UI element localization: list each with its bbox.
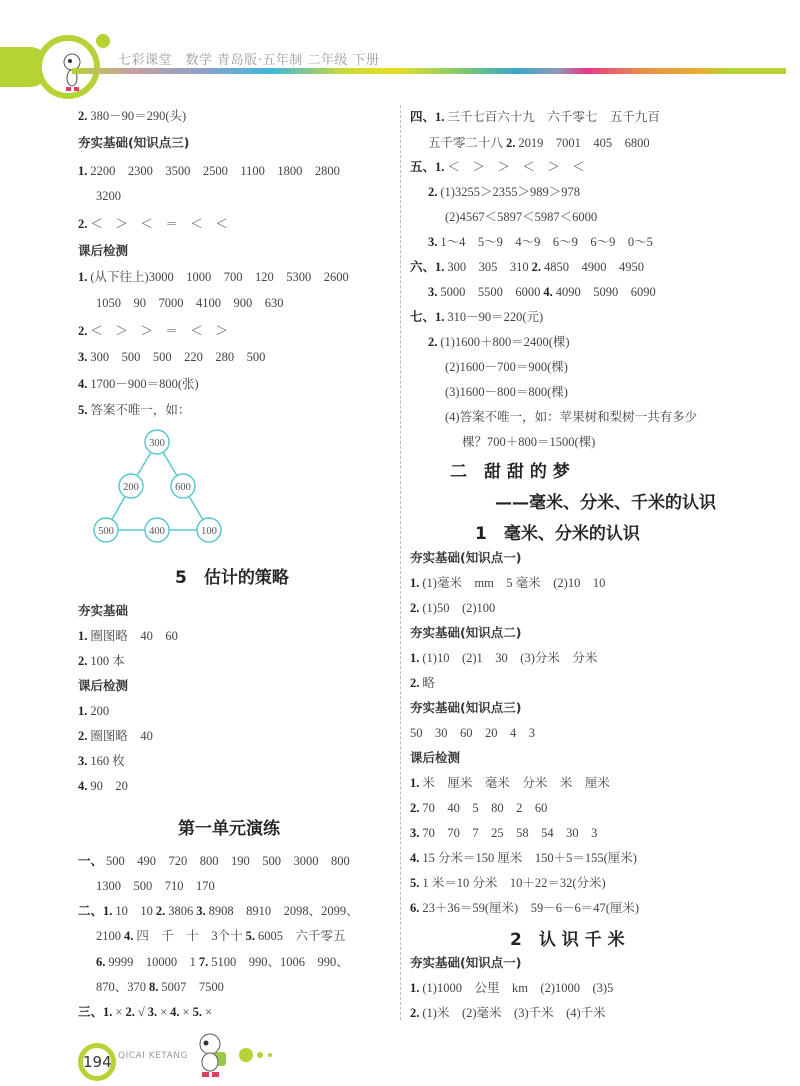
answer-text: 90 20 (90, 779, 128, 793)
answer-line (410, 109, 663, 125)
title-text: ——毫米、分米、千米的认识 (495, 493, 716, 513)
answer-text: (3)1600－800＝800(棵) (445, 385, 568, 399)
question-number: 2. (78, 109, 88, 123)
answer-text: 5000 5500 6000 (440, 285, 541, 299)
question-number: 六、1. (410, 260, 445, 274)
section-heading (410, 750, 460, 766)
question-number: 3. (196, 904, 206, 918)
header-logo (0, 30, 120, 100)
answer-text: 870、370 (96, 980, 147, 994)
answer-line (410, 725, 538, 741)
answer-line (410, 675, 438, 691)
question-number: 4. (543, 285, 553, 299)
question-number: 三、1. (78, 1005, 113, 1019)
answer-text: (从下往上)3000 1000 700 120 5300 2600 (90, 270, 349, 284)
answer-text: 米 厘米 毫米 分米 米 厘米 (422, 776, 610, 790)
answer-text: 380－90＝290(头) (90, 109, 187, 123)
heading-text: 课后检测 (78, 678, 129, 693)
answer-line (445, 209, 600, 225)
answer-text: 3806 (168, 904, 194, 918)
question-number: 1. (410, 981, 420, 995)
answer-text: × (182, 1005, 190, 1019)
question-number: 2. (410, 1006, 420, 1020)
answer-text: 500 490 720 800 190 500 3000 800 (106, 854, 350, 868)
answer-line (410, 1005, 609, 1021)
title-text: 二 甜 甜 的 梦 (450, 462, 570, 482)
question-number: 2. (531, 260, 542, 274)
answer-text: 1～4 5～9 4～9 6～9 6～9 0～5 (440, 235, 653, 249)
answer-line (96, 928, 349, 944)
answer-line (78, 853, 353, 869)
heading-text: 夯实基础 (78, 603, 129, 618)
answer-line (78, 628, 181, 644)
section-title (495, 488, 716, 513)
question-number: 2. (428, 335, 438, 349)
answer-line (410, 980, 616, 996)
answer-text: (1)毫米 mm 5 毫米 (2)10 10 (422, 576, 606, 590)
question-number: 6. (410, 901, 420, 915)
answer-line (428, 284, 659, 300)
answer-line (410, 159, 588, 175)
title-text: 2 认 识 千 米 (510, 930, 625, 950)
section-heading (410, 955, 521, 971)
answer-line (410, 875, 609, 891)
answer-line (78, 778, 131, 794)
section-title (475, 519, 640, 544)
answer-line (78, 653, 128, 669)
footer-brand: QICAI KETANG (118, 1051, 188, 1061)
answer-line (462, 434, 598, 450)
section-heading (78, 243, 128, 259)
answer-text: 50 30 60 20 4 3 (410, 726, 536, 740)
question-number: 2. (410, 801, 420, 815)
answer-text: × (115, 1005, 123, 1019)
answer-line (445, 384, 571, 400)
answer-text: 圈图略 40 60 (90, 629, 178, 643)
answer-text: (1)1600＋800＝2400(棵) (440, 335, 570, 349)
answer-text: ＜ ＞ ＞ ＜ ＞ ＜ (447, 160, 585, 174)
heading-text: 夯实基础(知识点三) (78, 135, 190, 150)
heading-text: 夯实基础(知识点一) (410, 550, 522, 565)
answer-line (96, 954, 352, 970)
section-title (450, 457, 570, 482)
answer-text: 10 10 (115, 904, 153, 918)
answer-line (78, 216, 231, 232)
answer-text: 1050 90 7000 4100 900 630 (96, 296, 284, 310)
answer-text: 200 (90, 704, 110, 718)
answer-text: 70 40 5 80 2 60 (422, 801, 548, 815)
diagram-node-value: 200 (123, 482, 139, 493)
answer-text: 棵？700＋800＝1500(棵) (462, 435, 596, 449)
answer-text: 三千七百六十九 六千零七 五千九百 (447, 110, 660, 124)
answer-line (445, 409, 700, 425)
question-number: 2. (78, 324, 88, 338)
answer-line (410, 850, 640, 866)
question-number: 3. (147, 1005, 158, 1019)
answer-text: 300 500 500 220 280 500 (90, 350, 266, 364)
answer-line (96, 878, 218, 894)
answer-text: 70 70 7 25 58 54 30 3 (422, 826, 598, 840)
answer-text: 2019 7001 405 6800 (518, 136, 650, 150)
page-number: 194 (78, 1043, 116, 1081)
header-rainbow-bar (72, 68, 786, 74)
answer-line (428, 234, 656, 250)
answer-line (78, 163, 343, 179)
answer-text: 五千零二十八 (428, 136, 504, 150)
answer-text: 100 本 (90, 654, 125, 668)
footer-mascot-icon (192, 1030, 232, 1080)
question-number: 1. (78, 629, 88, 643)
question-number: 2. (410, 676, 420, 690)
diagram-node-value: 400 (149, 526, 165, 537)
answer-text: 圈图略 40 (90, 729, 153, 743)
section-heading (410, 700, 521, 716)
answer-text: (2)1600－700＝900(棵) (445, 360, 568, 374)
question-number: 2. (78, 729, 88, 743)
question-number: 4. (124, 929, 134, 943)
answer-text: 4090 5090 6090 (555, 285, 656, 299)
answer-line (78, 1004, 215, 1020)
answer-text: 6005 六千零五 (258, 929, 346, 943)
answer-line (96, 979, 227, 995)
answer-text: 略 (422, 676, 435, 690)
question-number: 1. (78, 164, 88, 178)
section-heading (78, 135, 189, 151)
answer-text: ＜ ＞ ＜ ＝ ＜ ＜ (90, 217, 228, 231)
question-number: 2. (78, 217, 88, 231)
answer-text: 15 分米＝150 厘米 150＋5＝155(厘米) (422, 851, 637, 865)
answer-text: (2)4567＜5897＜5987＜6000 (445, 210, 598, 224)
section-title (178, 814, 280, 839)
answer-line (410, 259, 647, 275)
question-number: 七、1. (410, 310, 445, 324)
question-number: 2. (155, 904, 166, 918)
question-number: 1. (410, 651, 420, 665)
answer-line (445, 359, 571, 375)
answer-line (410, 575, 608, 591)
answer-text: 1700－900＝800(张) (90, 377, 199, 391)
answer-text: 5007 7500 (161, 980, 224, 994)
answer-text: 四 千 十 3个十 (136, 929, 243, 943)
answer-line (78, 376, 202, 392)
section-heading (78, 678, 128, 694)
answer-line (410, 775, 613, 791)
question-number: 1. (410, 576, 420, 590)
answer-text: ＜ ＞ ＞ ＝ ＜ ＞ (90, 324, 228, 338)
answer-line (78, 903, 362, 919)
answer-text: 3200 (96, 189, 121, 203)
title-text: 第一单元演练 (178, 819, 280, 839)
answer-text: 2100 (96, 929, 121, 943)
question-number: 5. (78, 403, 88, 417)
question-number: 3. (78, 350, 88, 364)
question-number: 2. (78, 654, 88, 668)
answer-line (96, 188, 124, 204)
diagram-node-value: 300 (149, 438, 165, 449)
answer-line (78, 703, 112, 719)
answer-line (96, 295, 287, 311)
answer-line (78, 753, 128, 769)
answer-text: (1)10 (2)1 30 (3)分米 分米 (422, 651, 598, 665)
answer-text: 310－90＝220(元) (447, 310, 544, 324)
answer-text: 5100 990、1006 990、 (211, 955, 349, 969)
question-number: 2. (410, 601, 420, 615)
section-heading (410, 625, 521, 641)
footer-dots-icon (238, 1045, 278, 1065)
question-number: 4. (410, 851, 420, 865)
header-title: 七彩课堂 数学 青岛版·五年制 二年级 下册 (118, 53, 380, 68)
title-text: 5 估计的策略 (175, 568, 289, 588)
triangle-number-diagram (85, 420, 235, 550)
heading-text: 课后检测 (78, 243, 129, 258)
question-number: 8. (149, 980, 159, 994)
answer-line (410, 825, 600, 841)
question-number: 3. (428, 285, 438, 299)
section-title (510, 925, 625, 950)
answer-text: 4850 4900 4950 (544, 260, 645, 274)
answer-line (410, 800, 550, 816)
question-number: 1. (78, 270, 88, 284)
question-number: 一、 (78, 854, 104, 868)
question-number: 3. (78, 754, 88, 768)
answer-line (428, 184, 583, 200)
answer-line (78, 323, 231, 339)
question-number: 3. (410, 826, 420, 840)
question-number: 四、1. (410, 110, 445, 124)
question-number: 5. (192, 1005, 202, 1019)
question-number: 1. (410, 776, 420, 790)
answer-text: 1300 500 710 170 (96, 879, 215, 893)
question-number: 4. (78, 779, 88, 793)
title-text: 1 毫米、分米的认识 (475, 524, 640, 544)
answer-line (428, 135, 653, 151)
answer-text: (1)米 (2)毫米 (3)千米 (4)千米 (422, 1006, 606, 1020)
answer-text: 8908 8910 2098、2099、 (208, 904, 359, 918)
answer-line (78, 269, 352, 285)
question-number: 二、1. (78, 904, 113, 918)
question-number: 五、1. (410, 160, 445, 174)
answer-text: 23＋36＝59(厘米) 59－6－6＝47(厘米) (422, 901, 640, 915)
answer-text: (1)50 (2)100 (422, 601, 496, 615)
answer-text: 9999 10000 1 (108, 955, 196, 969)
answer-text: × (204, 1005, 213, 1019)
question-number: 5. (245, 929, 256, 943)
answer-text: (1)3255＞2355＞989＞978 (440, 185, 580, 199)
question-number: 4. (170, 1005, 180, 1019)
question-number: 3. (428, 235, 438, 249)
heading-text: 课后检测 (410, 750, 461, 765)
question-number: 2. (428, 185, 438, 199)
heading-text: 夯实基础(知识点二) (410, 625, 522, 640)
answer-line (78, 402, 193, 418)
answer-text: 160 枚 (90, 754, 125, 768)
answer-text: (1)1000 公里 km (2)1000 (3)5 (422, 981, 614, 995)
section-heading (410, 550, 521, 566)
diagram-node-value: 100 (201, 526, 217, 537)
answer-text: 2200 2300 3500 2500 1100 1800 2800 (90, 164, 340, 178)
question-number: 2. (506, 136, 516, 150)
answer-line (78, 349, 268, 365)
heading-text: 夯实基础(知识点一) (410, 955, 522, 970)
question-number: 4. (78, 377, 88, 391)
answer-line (78, 108, 189, 124)
answer-line (410, 600, 498, 616)
answer-text: × (160, 1005, 168, 1019)
question-number: 7. (198, 955, 209, 969)
question-number: 6. (96, 955, 106, 969)
section-heading (78, 603, 128, 619)
diagram-node-value: 600 (175, 482, 191, 493)
answer-line (410, 900, 642, 916)
section-title (175, 563, 289, 588)
answer-line (410, 650, 600, 666)
question-number: 2. (125, 1005, 135, 1019)
question-number: 5. (410, 876, 420, 890)
answer-line (428, 334, 573, 350)
column-divider (400, 105, 401, 1020)
heading-text: 夯实基础(知识点三) (410, 700, 522, 715)
answer-text: 答案不唯一，如： (90, 403, 191, 417)
answer-line (410, 309, 546, 325)
answer-text: √ (137, 1005, 145, 1019)
answer-text: 1 米＝10 分米 10＋22＝32(分米) (422, 876, 606, 890)
question-number: 1. (78, 704, 88, 718)
answer-line (78, 728, 156, 744)
answer-text: (4)答案不唯一，如：苹果树和梨树一共有多少 (445, 410, 698, 424)
diagram-node-value: 500 (98, 526, 114, 537)
answer-text: 300 305 310 (447, 260, 529, 274)
